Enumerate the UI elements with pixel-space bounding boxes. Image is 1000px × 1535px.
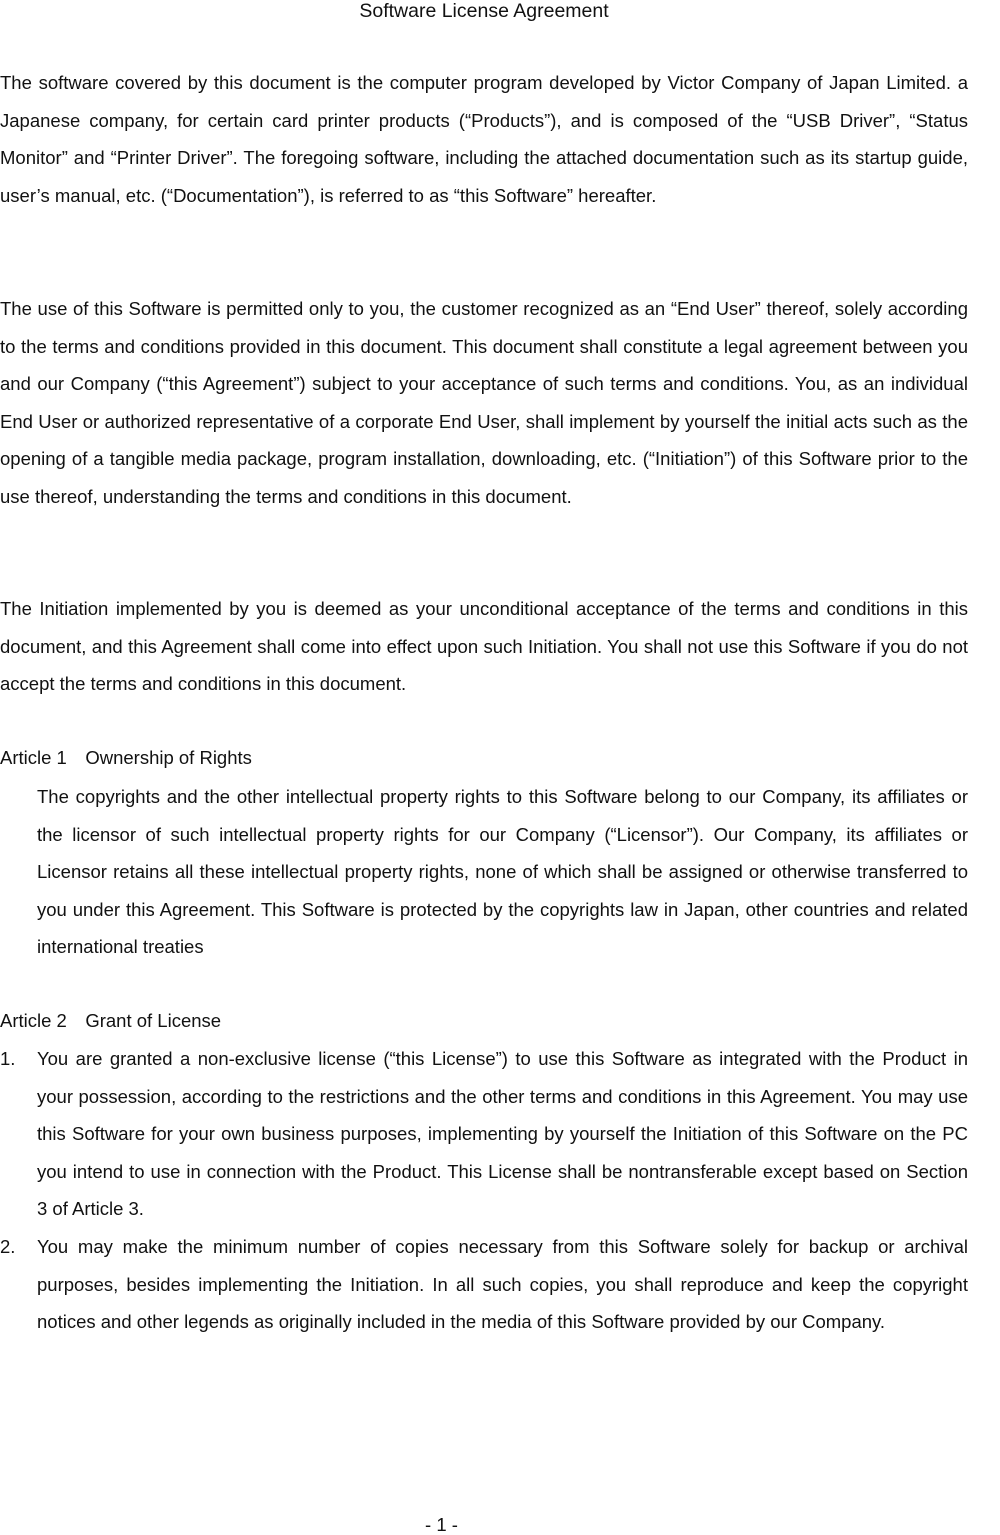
item-text: You are granted a non-exclusive license (“this License”) to use this Software as integrated with the Product in your possession, according to the restrictions and the other terms and conditions in this Agreement. You may use this Software for your own business purposes, implementing by yourself the Initiation of this Software on the PC you intend to use in connection with the Product. This License shall be nontransferable except based on Section 3 of Article 3. — [37, 1048, 968, 1219]
item-number: 2. — [0, 1236, 16, 1257]
item-text: You may make the minimum number of copies necessary from this Software solely for backup or archival purposes, besides implementing the Initiation. In all such copies, you shall reproduce and keep the copyright notices and other legends as originally included in the media of this Software provided by our Company. — [37, 1236, 968, 1332]
intro-paragraph-3: The Initiation implemented by you is deemed as your unconditional acceptance of the terms and conditions in this document, and this Agreement shall come into effect upon such Initiation. You shall not use this Software if you do not accept the terms and conditions in this document. — [0, 598, 968, 694]
intro-paragraph-1: The software covered by this document is the computer program developed by Victor Company of Japan Limited. a Japanese company, for certain card printer products (“Products”), and is composed of the “USB Driver”, “Status Monitor” and “Printer Driver”. The foregoing software, including the attached documentation such as its startup guide, user’s manual, etc. (“Documentation”), is referred to as “this Software” hereafter. — [0, 72, 968, 206]
item-number: 1. — [0, 1048, 16, 1069]
page-number: - 1 - — [425, 1514, 458, 1535]
article-1-body: The copyrights and the other intellectual property rights to this Software belong to our Company, its affiliates or the licensor of such intellectual property rights for our Company (“Licensor”). Our Company, its affiliates or Licensor retains all these intellectual property rights, none of which shall be assigned or otherwise transferred to you under this Agreement. This Software is protected by the copyrights law in Japan, other countries and related international treaties — [37, 786, 968, 957]
article-2-item-1 — [0, 1040, 968, 1228]
article-2-heading: Article 2 Grant of License — [0, 1010, 222, 1031]
article-1-heading: Article 1 Ownership of Rights — [0, 747, 252, 768]
intro-paragraph-2: The use of this Software is permitted only to you, the customer recognized as an “End User” thereof, solely according to the terms and conditions provided in this document. This document shall constitute a legal agreement between you and our Company (“this Agreement”) subject to your acceptance of such terms and conditions. You, as an individual End User or authorized representative of a corporate End User, shall implement by yourself the initial acts such as the opening of a tangible media package, program installation, downloading, etc. (“Initiation”) of this Software prior to the use thereof, understanding the terms and conditions in this document. — [0, 298, 968, 507]
article-2-item-2 — [0, 1228, 968, 1341]
document-title: Software License Agreement — [359, 0, 609, 22]
